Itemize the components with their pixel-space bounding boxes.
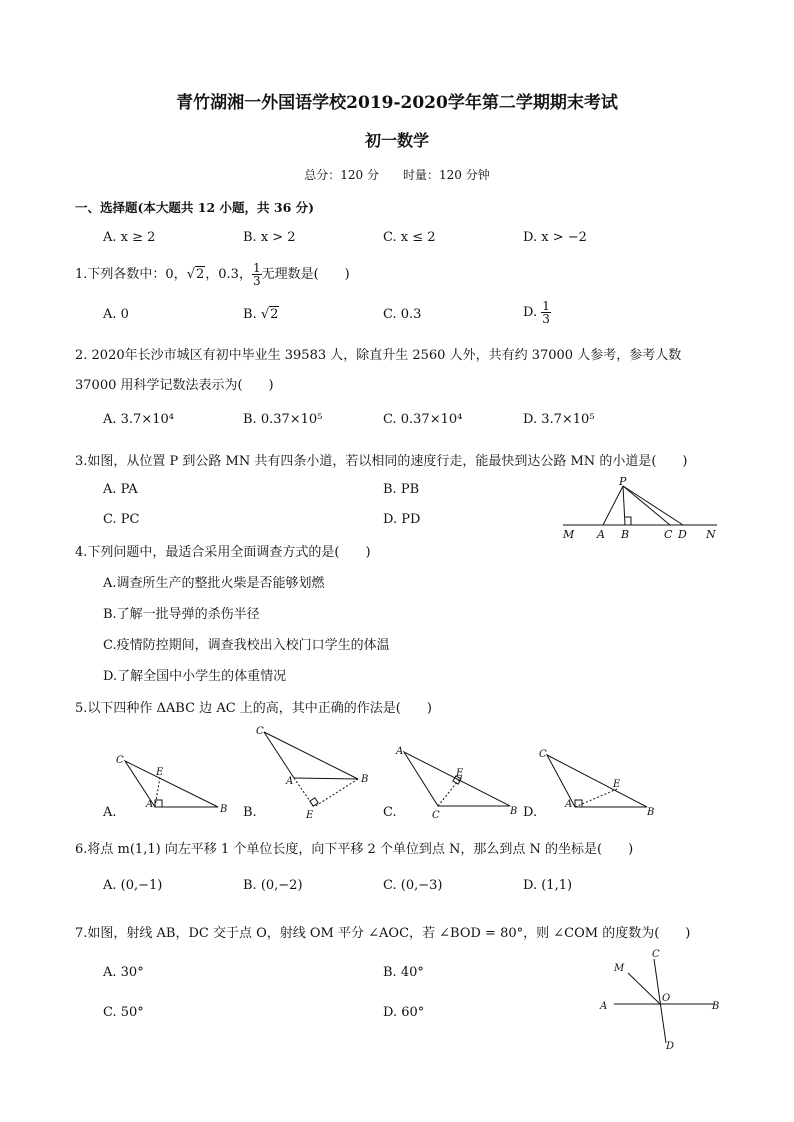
triangle-icon — [404, 752, 510, 806]
exam-subtitle: 初一数学 — [364, 131, 429, 150]
q5-option-b: B. — [243, 805, 257, 820]
q2-stem-line1: 2. 2020年长沙市城区有初中毕业生 39583 人，除直升生 2560 人外，共有约 37000 人参考，参考人数 — [75, 348, 682, 363]
triangle-icon — [547, 755, 647, 807]
q1-option-d-den: 3 — [542, 312, 550, 326]
q5b-label-c: C — [256, 726, 264, 737]
q3-label-a: A — [597, 528, 605, 541]
triangle-icon — [125, 761, 218, 807]
q7-label-m: M — [614, 963, 625, 974]
q5d-label-b: B — [647, 807, 655, 818]
q1-option-d-num: 1 — [542, 299, 550, 313]
q3-label-p: P — [619, 475, 627, 488]
q1-option-b-arg: 2 — [270, 307, 279, 322]
q5-figure-d — [535, 745, 665, 825]
q3-figure — [555, 474, 725, 544]
q5-stem: 5.以下四种作 ΔABC 边 AC 上的高，其中正确的作法是( ) — [75, 701, 432, 716]
q3-option-a: A. PA — [103, 482, 138, 497]
q7-stem: 7.如图，射线 AB，DC 交于点 O，射线 OM 平分 ∠AOC，若 ∠BOD = 80°，则 ∠COM 的度数为( ) — [75, 926, 691, 941]
q7-label-d: D — [666, 1041, 675, 1052]
q5c-label-e: E — [456, 768, 464, 779]
q5-figure-a — [100, 745, 240, 825]
q6-option-d: D. (1,1) — [523, 878, 573, 893]
right-angle-icon — [625, 517, 631, 525]
q1-sqrt-arg: 2 — [195, 267, 205, 282]
q5b-side-ab — [294, 778, 358, 779]
q6-stem: 6.将点 m(1,1) 向左平移 1 个单位长度，向下平移 2 个单位到点 N，那么到点 N 的坐标是( ) — [75, 842, 634, 857]
q5b-label-b: B — [361, 774, 369, 785]
q2-option-a: A. 3.7×10⁴ — [103, 412, 174, 427]
q7-option-c: C. 50° — [103, 1005, 144, 1020]
q5a-label-a: A — [146, 799, 154, 810]
q5b-label-a: A — [286, 776, 294, 787]
q5a-label-b: B — [220, 804, 228, 815]
q7-label-o: O — [662, 993, 671, 1004]
q5-option-c: C. — [383, 805, 397, 820]
right-angle-icon — [575, 800, 582, 807]
q7-option-d: D. 60° — [383, 1005, 425, 1020]
q5-option-a: A. — [103, 805, 117, 820]
q6-option-a: A. (0,−1) — [103, 878, 163, 893]
q7-figure — [596, 945, 726, 1055]
sqrt-icon: √ — [186, 267, 195, 282]
q2-option-d: D. 3.7×10⁵ — [523, 412, 595, 427]
q2-option-c: C. 0.37×10⁴ — [383, 412, 463, 427]
q4-option-c: C.疫情防控期间，调查我校出入校门口学生的体温 — [103, 638, 390, 653]
q5b-side-ca — [264, 732, 294, 778]
q5c-label-c: C — [432, 810, 440, 820]
q3-path-pa — [603, 486, 623, 525]
q3-path-pc — [623, 486, 670, 525]
q5d-label-a: A — [565, 799, 573, 810]
q3-label-c: C — [664, 528, 673, 541]
q0-option-c: C. x ≤ 2 — [383, 230, 436, 245]
q5-figure-b — [250, 722, 380, 822]
q5-figure-c — [390, 740, 530, 820]
q5a-label-e: E — [156, 767, 164, 778]
q4-option-b: B.了解一批导弹的杀伤半径 — [103, 607, 260, 622]
q0-option-d: D. x > −2 — [523, 230, 587, 245]
q1-stem — [75, 262, 350, 287]
q1-option-d — [523, 300, 551, 325]
q0-option-a: A. x ≥ 2 — [103, 230, 156, 245]
q3-stem: 3.如图，从位置 P 到公路 MN 共有四条小道，若以相同的速度行走，能最快到达公路 MN 的小道是( ) — [75, 454, 688, 469]
q1-option-d-prefix: D. — [523, 305, 542, 320]
q1-frac-den: 3 — [252, 274, 261, 288]
q0-option-b: B. x > 2 — [243, 230, 296, 245]
q5d-label-e: E — [613, 779, 621, 790]
q3-path-pd — [623, 486, 683, 525]
q5d-label-c: C — [539, 749, 547, 760]
q1-option-b — [243, 307, 279, 322]
exam-meta: 总分：120 分 时量：120 分钟 — [304, 168, 490, 182]
q1-option-d-fraction — [541, 300, 551, 325]
q3-label-d: D — [678, 528, 687, 541]
q1-option-c: C. 0.3 — [383, 307, 422, 322]
q1-stem-pre: 1.下列各数中：0， — [75, 267, 187, 282]
q2-stem-line2: 37000 用科学记数法表示为( ) — [75, 378, 274, 393]
q4-stem: 4.下列问题中，最适合采用全面调查方式的是( ) — [75, 545, 371, 560]
q5a-height-line — [155, 777, 160, 807]
q2-option-b: B. 0.37×10⁵ — [243, 412, 323, 427]
q4-option-a: A.调查所生产的整批火柴是否能够划燃 — [103, 576, 325, 591]
q3-option-b: B. PB — [383, 482, 420, 497]
q7-option-a: A. 30° — [103, 965, 144, 980]
q6-option-b: B. (0,−2) — [243, 878, 303, 893]
q5c-label-a: A — [396, 746, 404, 757]
sqrt-icon: √ — [260, 307, 270, 322]
q1-stem-mid: ，0.3， — [205, 267, 252, 282]
right-angle-icon — [155, 800, 162, 807]
q1-option-a: A. 0 — [103, 307, 129, 322]
q4-option-d: D.了解全国中小学生的体重情况 — [103, 669, 287, 684]
q5c-label-b: B — [510, 806, 518, 817]
section-heading: 一、选择题(本大题共 12 小题，共 36 分) — [75, 200, 315, 215]
q7-label-c: C — [652, 949, 660, 960]
q5d-height-line — [575, 789, 617, 807]
q7-label-b: B — [712, 1001, 720, 1012]
q1-option-b-prefix: B. — [243, 307, 261, 322]
q5c-height-line — [438, 776, 462, 806]
q5b-label-e: E — [306, 810, 314, 821]
q7-option-b: B. 40° — [383, 965, 424, 980]
exam-title: 青竹湖湘一外国语学校2019-2020学年第二学期期末考试 — [176, 93, 618, 113]
q3-label-n: N — [706, 528, 716, 541]
q3-label-m: M — [563, 528, 575, 541]
q1-frac-num: 1 — [252, 261, 261, 275]
q7-label-a: A — [600, 1001, 608, 1012]
q5b-side-cb — [264, 732, 358, 779]
q7-ray-om — [628, 973, 660, 1004]
q5a-label-c: C — [116, 755, 124, 766]
q3-option-c: C. PC — [103, 512, 140, 527]
q3-path-pb — [623, 486, 625, 525]
q3-label-b: B — [621, 528, 630, 541]
q1-stem-post: 无理数是( ) — [261, 267, 350, 282]
q5-option-d: D. — [523, 805, 538, 820]
q1-fraction — [252, 262, 262, 287]
q5b-height-line — [314, 779, 358, 807]
q3-option-d: D. PD — [383, 512, 421, 527]
q6-option-c: C. (0,−3) — [383, 878, 443, 893]
